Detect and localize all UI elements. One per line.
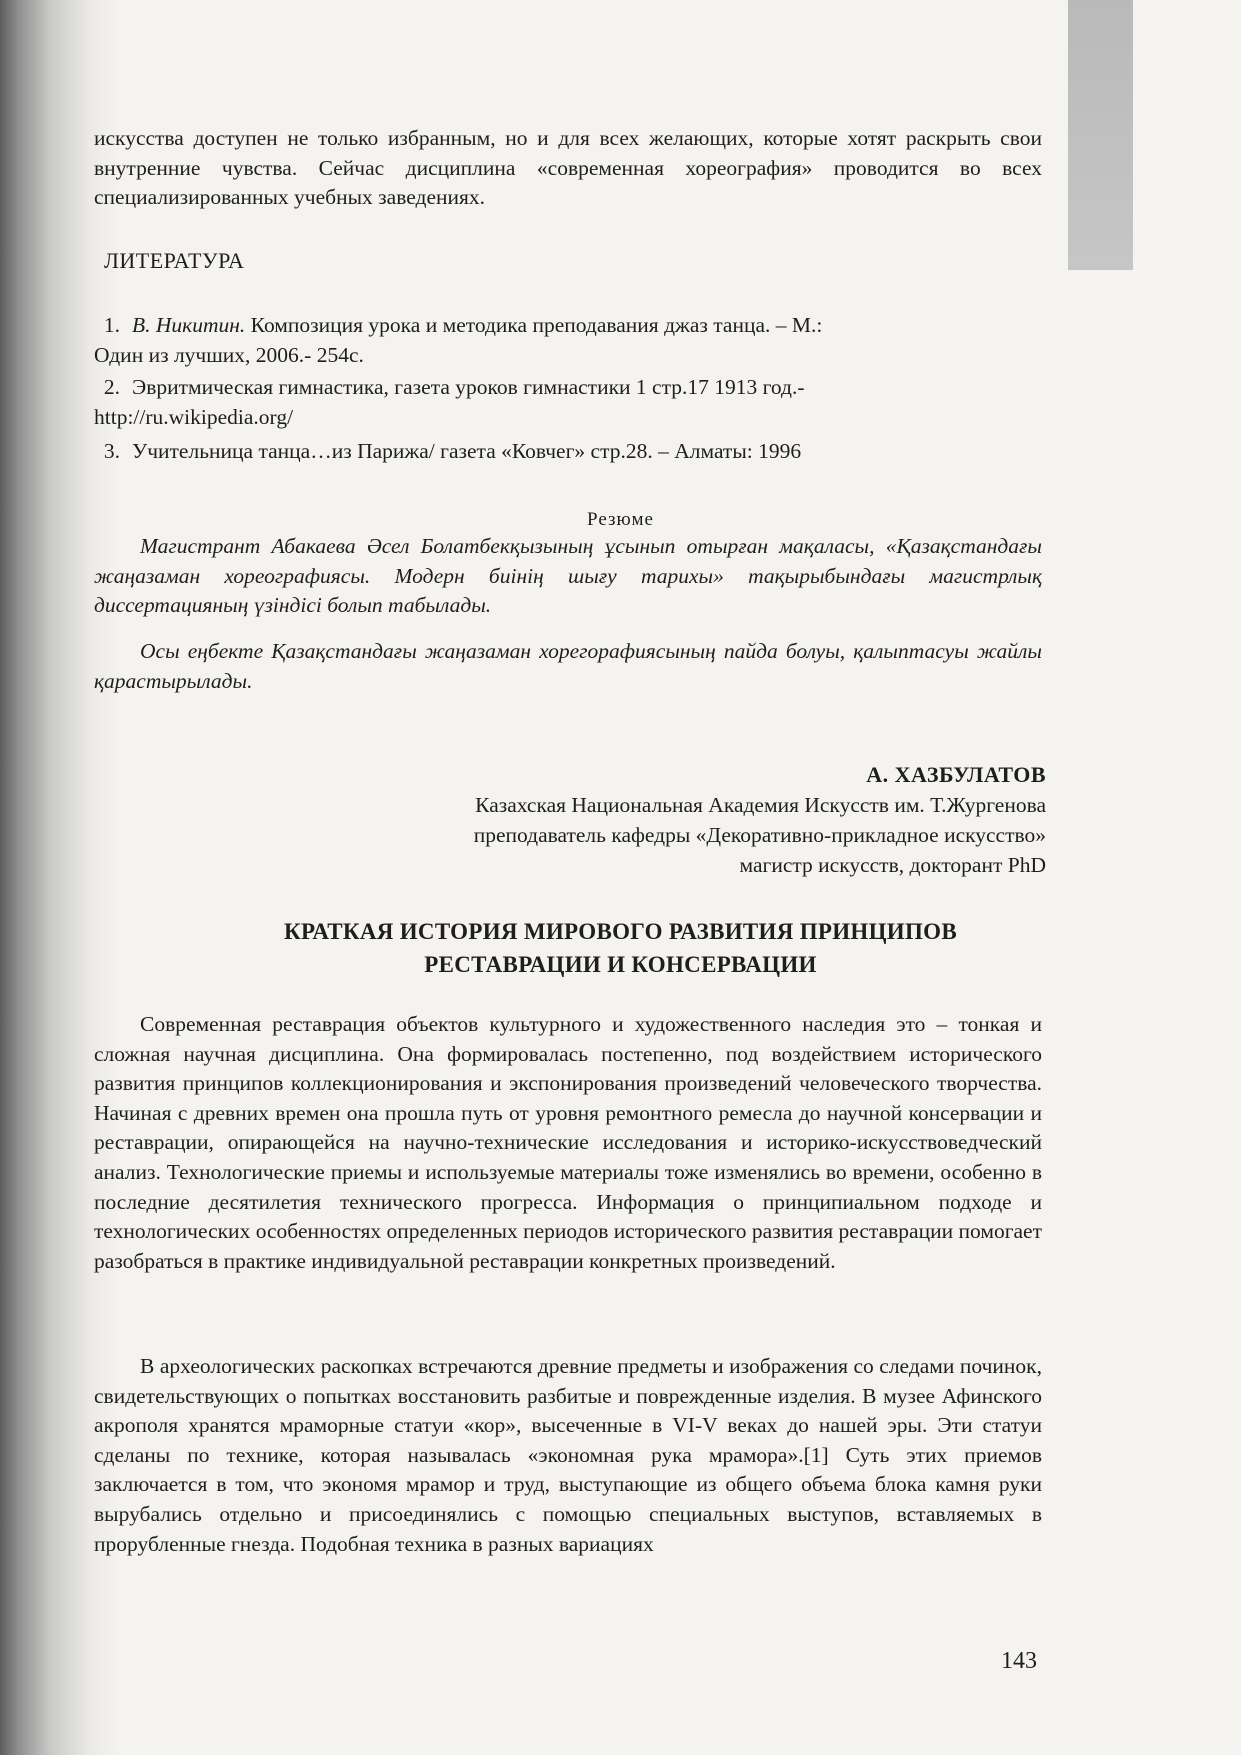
literature-item-text: Учительница танца…из Парижа/ газета «Ковчег» стр.28. – Алматы: 1996 xyxy=(132,439,802,463)
author-block xyxy=(474,760,1046,880)
literature-item-3 xyxy=(70,437,1050,467)
literature-item-author: В. Никитин. xyxy=(132,313,246,337)
resume-title: Резюме xyxy=(587,509,654,530)
page-number: 143 xyxy=(1001,1648,1037,1674)
resume-paragraph-1: Магистрант Абакаева Әсел Болатбекқызының ұсынып отырған мақаласы, «Қазақстандағы жаңазаман хореографиясы. Модерн биінің шығу тарихы» тақырыбындағы магистрлық диссертацияның үзіндісі болып табылады. xyxy=(94,534,1042,618)
literature-item-number: 1. xyxy=(103,313,120,337)
literature-item-continuation: http://ru.wikipedia.org/ xyxy=(94,404,294,429)
resume-paragraph-2: Осы еңбекте Қазақстандағы жаңазаман хорегорафиясының пайда болуы, қалыптасуы жайлы қарастырылады. xyxy=(94,639,1042,693)
author-degree: магистр искусств, докторант PhD xyxy=(739,853,1046,877)
author-name: А. ХАЗБУЛАТОВ xyxy=(866,762,1046,787)
literature-item-number: 2. xyxy=(103,375,120,399)
top-paragraph: искусства доступен не только избранным, но и для всех желающих, которые хотят раскрыть свои внутренние чувства. Сейчас дисциплина «современная хореография» проводится во всех специализированных учебных заведениях. xyxy=(94,126,1042,210)
article-title xyxy=(0,915,1241,981)
literature-item-text: Эвритмическая гимнастика, газета уроков гимнастики 1 стр.17 1913 год.- xyxy=(132,375,805,399)
literature-heading: ЛИТЕРАТУРА xyxy=(104,248,245,273)
body-paragraph-1: Современная реставрация объектов культурного и художественного наследия это – тонкая и сложная научная дисциплина. Она формировалась постепенно, под воздействием исторического развития принципов коллекционирования и экспонирования произведений человеческого творчества. Начиная с древних времен она прошла путь от уровня ремонтного ремесла до научной консервации и реставрации, опирающейся на научно-технические исследования и историко-искусствоведческий анализ. Технологические приемы и используемые материалы тоже изменялись во времени, особенно в последние десятилетия технического прогресса. Информация о принципиальном подходе и технологических особенностях определенных периодов исторического развития реставрации помогает разобраться в практике индивидуальной реставрации конкретных произведений. xyxy=(94,1012,1042,1273)
author-position: преподаватель кафедры «Декоративно-прикладное искусство» xyxy=(473,823,1046,847)
literature-item-2 xyxy=(70,373,1050,432)
literature-item-continuation: Один из лучших, 2006.- 254с. xyxy=(94,342,364,367)
literature-item-text: Композиция урока и методика преподавания джаз танца. – М.: xyxy=(245,313,823,337)
body-paragraph-2: В археологических раскопках встречаются древние предметы и изображения со следами починок, свидетельствующих о попытках восстановить разбитые и поврежденные изделия. В музее Афинского акрополя хранятся мраморные статуи «кор», высеченные в VI-V веках до нашей эры. Эти статуи сделаны по технике, которая называлась «экономная рука мрамора».[1] Суть этих приемов заключается в том, что экономя мрамор и труд, выступающие из общего объема блока камня руки вырубались отдельно и присоединялись с помощью специальных выступов, вставляемых в прорубленные гнезда. Подобная техника в разных вариациях xyxy=(94,1354,1042,1556)
literature-item-number: 3. xyxy=(103,439,120,463)
author-affiliation: Казахская Национальная Академия Искусств им. Т.Жургенова xyxy=(475,793,1046,817)
article-title-line-2: РЕСТАВРАЦИИ И КОНСЕРВАЦИИ xyxy=(424,952,817,977)
article-title-line-1: КРАТКАЯ ИСТОРИЯ МИРОВОГО РАЗВИТИЯ ПРИНЦИПОВ xyxy=(283,919,958,944)
literature-item-1 xyxy=(70,311,1050,370)
